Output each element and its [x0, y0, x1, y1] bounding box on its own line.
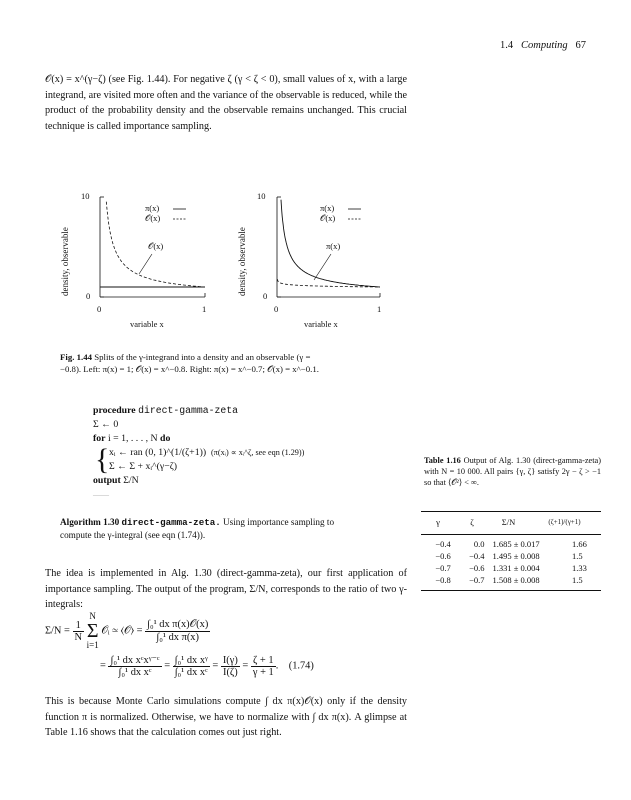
right-annotation-pointer [314, 254, 331, 280]
right-annotation: π(x) [326, 241, 341, 251]
frac-one-over-n: $\frac{1}{N}$ [74, 619, 83, 643]
algorithm-caption [60, 516, 406, 542]
table-header-cell: γ [436, 517, 440, 527]
left-x-tick-label: 1 [202, 304, 207, 314]
left-legend-pi: π(x) [145, 203, 160, 213]
output-keyword: output [93, 475, 121, 486]
figure-1-44 [0, 0, 631, 340]
procedure-keyword: procedure [93, 405, 136, 416]
table-cell: −0.8 [435, 575, 451, 585]
sum-sign: N Σ i=1 [86, 611, 99, 650]
output-value: Σ/N [123, 475, 139, 486]
page-number: 67 [575, 40, 587, 51]
procedure-output [93, 474, 413, 488]
table-cell: 1.33 [572, 563, 587, 573]
equation-row-2: = $\frac{\text{∫₀¹ dx xᶜxᵞ⁻ᶜ}}{\text{∫₀¹ dx xᶜ}}$ = $\frac{\text{∫₀¹ dx xᵞ}}{\text{∫₀¹ dx xᶜ}}$ = $\frac{I(\gamma)}{I(\zeta)}$ = $\frac{\zeta + 1}{\gamma + 1}$ . (1.74) [100, 654, 314, 678]
frac-row2-a: $\frac{\text{∫₀¹ dx xᶜxᵞ⁻ᶜ}}{\text{∫₀¹ dx xᶜ}}$ [110, 655, 160, 678]
table-cell: 1.508 ± 0.008 [492, 575, 540, 585]
right-legend-pi: π(x) [320, 203, 335, 213]
table-body [421, 538, 601, 586]
table-cell: 0.0 [473, 539, 485, 549]
table-cell: 1.5 [572, 575, 583, 585]
results-table [421, 511, 601, 591]
do-keyword: do [160, 433, 171, 444]
table-cell: −0.6 [469, 563, 485, 573]
intro-paragraph: 𝒪(x) = x^(γ−ζ) (see Fig. 1.44). For negative ζ (γ < ζ < 0), small values of x, with a large integrand, are visited more often and the variance of the observable is reduced, while the product of the probability density and the observable remains unchanged. This crucial technique is called importance sampling. [45, 74, 407, 132]
frac-row2-c: $\frac{I(\gamma)}{I(\zeta)}$ [222, 654, 238, 678]
table-header-cell: Σ/N [501, 517, 516, 527]
for-range: i = 1, . . . , N [107, 433, 158, 444]
equation-lhs: Σ/N = [45, 625, 73, 637]
right-y-tick-label: 10 [257, 191, 266, 201]
right-legend-o: 𝒪(x) [320, 213, 336, 223]
table-top-rule [421, 511, 601, 512]
table-cell: 1.331 ± 0.004 [492, 563, 540, 573]
procedure-for [93, 432, 413, 446]
figure-caption-label: Fig. 1.44 [60, 352, 93, 362]
frac-row1: $\frac{\text{∫₀¹ dx π(x)𝒪(x)}}{\text{∫₀¹ dx π(x)}}$ [147, 619, 209, 643]
table-cell: −0.6 [435, 551, 451, 561]
table-caption [424, 455, 601, 488]
left-y-tick-label: 10 [81, 191, 90, 201]
table-header-rule [421, 534, 601, 535]
table-row [421, 574, 601, 586]
figure-caption-line1: Splits of the γ-integrand into a density and an observable (γ = [94, 352, 311, 362]
procedure-block [93, 404, 413, 502]
table-cell: 1.495 ± 0.008 [492, 551, 540, 561]
right-x-tick-label: 0 [274, 304, 279, 314]
algorithm-caption-label: Algorithm 1.30 [60, 517, 120, 527]
table-cell: 1.685 ± 0.017 [492, 539, 540, 549]
table-row [421, 538, 601, 550]
frac-row2-b: $\frac{\text{∫₀¹ dx xᵞ}}{\text{∫₀¹ dx xᶜ}}$ [174, 654, 208, 678]
right-y-tick-label: 0 [263, 291, 268, 301]
procedure-name: direct-gamma-zeta [138, 405, 239, 416]
equation-mean: ≃ ⟨𝒪⟩ = [112, 625, 143, 637]
algorithm-caption-text2: compute the γ-integral (see eqn (1.74)). [60, 530, 206, 540]
table-row [421, 562, 601, 574]
left-legend-o: 𝒪(x) [145, 213, 161, 223]
equation-row-1: Σ/N = $\frac{1}{N}$ N Σ i=1 𝒪ᵢ ≃ ⟨𝒪⟩ = $\frac{\text{∫₀¹ dx π(x)𝒪(x)}}{\text{∫₀¹ dx π(x)}}$ [45, 611, 209, 650]
table-header-row [421, 516, 601, 528]
figure-caption-line2: −0.8). Left: π(x) = 1; 𝒪(x) = x^−0.8. Right: π(x) = x^−0.7; 𝒪(x) = x^−0.1. [60, 364, 319, 374]
table-header-cell: ζ [470, 517, 474, 527]
paragraph-2: The idea is implemented in Alg. 1.30 (direct-gamma-zeta), our first application of importance sampling. The output of the program, Σ/N, corresponds to the ratio of two γ-integrals: [45, 568, 407, 610]
table-cell: 1.66 [572, 539, 587, 549]
procedure-init: Σ ← 0 [93, 419, 119, 430]
table-cell: −0.7 [435, 563, 451, 573]
loop-line-1-comment: (π(xᵢ) ∝ xᵢ^ζ, see eqn (1.29)) [211, 448, 305, 457]
procedure-end-mark: —— [93, 490, 109, 499]
algorithm-caption-text1: Using importance sampling to [223, 517, 335, 527]
for-keyword: for [93, 433, 106, 444]
section-title: Computing [521, 40, 568, 51]
left-x-label: variable x [130, 319, 164, 329]
left-x-tick-label: 0 [97, 304, 102, 314]
left-annotation: 𝒪(x) [148, 241, 164, 251]
table-bottom-rule [421, 590, 601, 591]
equation-number: (1.74) [288, 660, 314, 672]
loop-brace: { [95, 443, 110, 476]
table-caption-label: Table 1.16 [424, 456, 461, 465]
right-x-tick-label: 1 [377, 304, 382, 314]
figure-caption [60, 351, 406, 375]
loop-line-2: Σ ← Σ + xᵢ^(γ−ζ) [109, 461, 178, 472]
table-cell: −0.4 [469, 551, 485, 561]
procedure-loop-body [93, 443, 413, 476]
table-cell: 1.5 [572, 551, 583, 561]
left-y-label: density, observable [60, 227, 70, 296]
frac-row2-d: $\frac{\zeta + 1}{\gamma + 1}$ [252, 654, 274, 678]
left-annotation-pointer [139, 254, 152, 274]
table-row [421, 550, 601, 562]
table-caption-text: Output of Alg. 1.30 (direct-gamma-zeta) with N = 10 000. All pairs {γ, ζ} satisfy 2γ − ζ > −1 so that ⟨𝒪²⟩ < ∞. [424, 456, 601, 487]
table-cell: −0.4 [435, 539, 451, 549]
loop-line-1 [109, 446, 413, 460]
table-header-cell: (ζ+1)/(γ+1) [548, 518, 581, 526]
right-y-label: density, observable [237, 227, 247, 296]
algorithm-caption-name: direct-gamma-zeta. [121, 517, 221, 528]
left-y-tick-label: 0 [86, 291, 91, 301]
table-cell: −0.7 [469, 575, 485, 585]
right-x-label: variable x [304, 319, 338, 329]
paragraph-3: This is because Monte Carlo simulations compute ∫ dx π(x)𝒪(x) only if the density function π is normalized. Otherwise, we have to normalize with ∫ dx π(x). A glimpse at Table 1.16 shows that the calculation comes out just right. [45, 696, 407, 738]
section-number: 1.4 [500, 40, 514, 51]
loop-line-1-code: xᵢ ← ran (0, 1)^(1/(ζ+1)) [109, 447, 207, 458]
procedure-header [93, 404, 413, 418]
